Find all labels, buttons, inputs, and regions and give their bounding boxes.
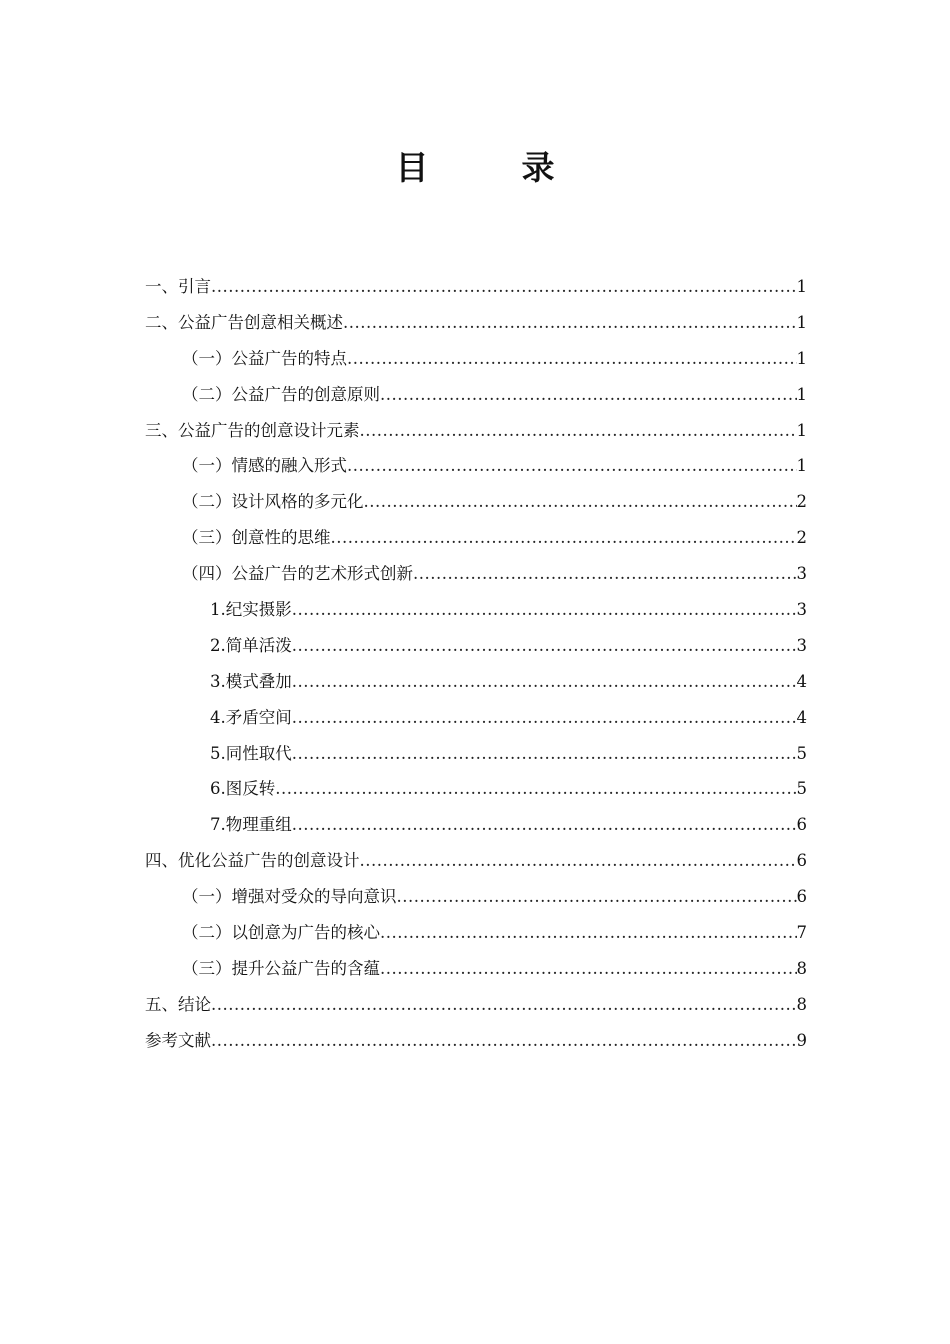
toc-entry[interactable] bbox=[145, 664, 807, 700]
toc-entry-page-number: 2 bbox=[796, 492, 807, 512]
toc-entry[interactable] bbox=[145, 520, 807, 556]
toc-entry-page-number: 3 bbox=[796, 564, 807, 584]
toc-entry[interactable] bbox=[145, 556, 807, 592]
toc-entry[interactable] bbox=[145, 448, 807, 484]
toc-entry[interactable] bbox=[145, 879, 807, 915]
toc-entry-page-number: 4 bbox=[796, 671, 807, 691]
toc-entry-page-number: 1 bbox=[796, 456, 807, 476]
toc-list bbox=[145, 269, 807, 1059]
toc-entry[interactable] bbox=[145, 843, 807, 879]
toc-entry-page-number: 8 bbox=[796, 958, 807, 978]
dot-leader bbox=[211, 1023, 797, 1059]
dot-leader bbox=[292, 736, 797, 772]
toc-entry[interactable] bbox=[145, 951, 807, 987]
dot-leader bbox=[364, 484, 797, 520]
dot-leader bbox=[275, 771, 796, 807]
toc-entry[interactable] bbox=[145, 771, 807, 807]
toc-entry-label: 二、公益广告创意相关概述 bbox=[145, 312, 343, 332]
toc-entry[interactable] bbox=[145, 269, 807, 305]
dot-leader bbox=[331, 520, 797, 556]
toc-entry-page-number: 1 bbox=[796, 312, 807, 332]
toc-entry-page-number: 9 bbox=[796, 1030, 807, 1050]
toc-entry[interactable] bbox=[145, 628, 807, 664]
toc-entry-page-number: 5 bbox=[796, 743, 807, 763]
toc-entry-page-number: 1 bbox=[796, 384, 807, 404]
dot-leader bbox=[397, 879, 797, 915]
toc-entry[interactable] bbox=[145, 305, 807, 341]
dot-leader bbox=[347, 341, 797, 377]
dot-leader bbox=[347, 448, 797, 484]
dot-leader bbox=[380, 915, 797, 951]
dot-leader bbox=[360, 413, 797, 449]
toc-entry-page-number: 4 bbox=[796, 707, 807, 727]
toc-entry-label: 4.矛盾空间 bbox=[210, 707, 292, 727]
toc-entry-page-number: 6 bbox=[796, 851, 807, 871]
toc-entry-page-number: 3 bbox=[796, 635, 807, 655]
dot-leader bbox=[292, 628, 797, 664]
dot-leader bbox=[413, 556, 797, 592]
toc-entry[interactable] bbox=[145, 1023, 807, 1059]
toc-entry-label: 五、结论 bbox=[145, 994, 211, 1014]
toc-entry-label: （三）创意性的思维 bbox=[182, 528, 331, 548]
toc-entry-label: 2.简单活泼 bbox=[210, 635, 292, 655]
toc-entry[interactable] bbox=[145, 377, 807, 413]
dot-leader bbox=[380, 951, 797, 987]
toc-entry-label: （一）增强对受众的导向意识 bbox=[182, 887, 397, 907]
toc-entry[interactable] bbox=[145, 592, 807, 628]
toc-entry-page-number: 5 bbox=[796, 779, 807, 799]
toc-entry-label: 1.纪实摄影 bbox=[210, 600, 292, 620]
dot-leader bbox=[211, 987, 797, 1023]
toc-entry-label: 一、引言 bbox=[145, 277, 211, 296]
toc-entry-label: （二）设计风格的多元化 bbox=[182, 492, 364, 512]
toc-entry-label: 3.模式叠加 bbox=[210, 671, 292, 691]
toc-entry-label: 7.物理重组 bbox=[210, 815, 292, 835]
toc-entry-label: （一）情感的融入形式 bbox=[182, 456, 347, 476]
toc-entry-label: （四）公益广告的艺术形式创新 bbox=[182, 564, 413, 584]
toc-entry-label: 参考文献 bbox=[145, 1030, 211, 1050]
dot-leader bbox=[292, 807, 797, 843]
dot-leader bbox=[292, 592, 797, 628]
toc-entry[interactable] bbox=[145, 700, 807, 736]
toc-entry-label: （二）公益广告的创意原则 bbox=[182, 384, 380, 404]
toc-entry[interactable] bbox=[145, 413, 807, 449]
toc-entry[interactable] bbox=[145, 484, 807, 520]
toc-entry[interactable] bbox=[145, 736, 807, 772]
dot-leader bbox=[360, 843, 797, 879]
dot-leader bbox=[343, 305, 797, 341]
toc-title: 目 录 bbox=[395, 148, 585, 187]
toc-entry-page-number: 7 bbox=[796, 923, 807, 943]
dot-leader bbox=[211, 269, 797, 305]
toc-entry-label: 四、优化公益广告的创意设计 bbox=[145, 851, 360, 871]
toc-entry-label: 6.图反转 bbox=[210, 779, 276, 799]
toc-entry-page-number: 1 bbox=[796, 420, 807, 440]
dot-leader bbox=[380, 377, 797, 413]
toc-entry-page-number: 2 bbox=[796, 528, 807, 548]
toc-entry-page-number: 1 bbox=[796, 348, 807, 368]
toc-entry[interactable] bbox=[145, 341, 807, 377]
toc-entry-label: （三）提升公益广告的含蕴 bbox=[182, 958, 380, 978]
toc-entry-page-number: 6 bbox=[796, 815, 807, 835]
toc-entry-page-number: 8 bbox=[796, 994, 807, 1014]
toc-entry-label: （二）以创意为广告的核心 bbox=[182, 923, 380, 943]
toc-entry[interactable] bbox=[145, 915, 807, 951]
toc-entry-label: （一）公益广告的特点 bbox=[182, 348, 347, 368]
toc-entry-page-number: 3 bbox=[796, 600, 807, 620]
toc-entry-page-number: 6 bbox=[796, 887, 807, 907]
toc-entry-label: 三、公益广告的创意设计元素 bbox=[145, 420, 360, 440]
toc-entry-page-number: 1 bbox=[796, 277, 807, 296]
toc-entry-label: 5.同性取代 bbox=[210, 743, 292, 763]
dot-leader bbox=[292, 700, 797, 736]
toc-entry[interactable] bbox=[145, 987, 807, 1023]
dot-leader bbox=[292, 664, 797, 700]
toc-entry[interactable] bbox=[145, 807, 807, 843]
